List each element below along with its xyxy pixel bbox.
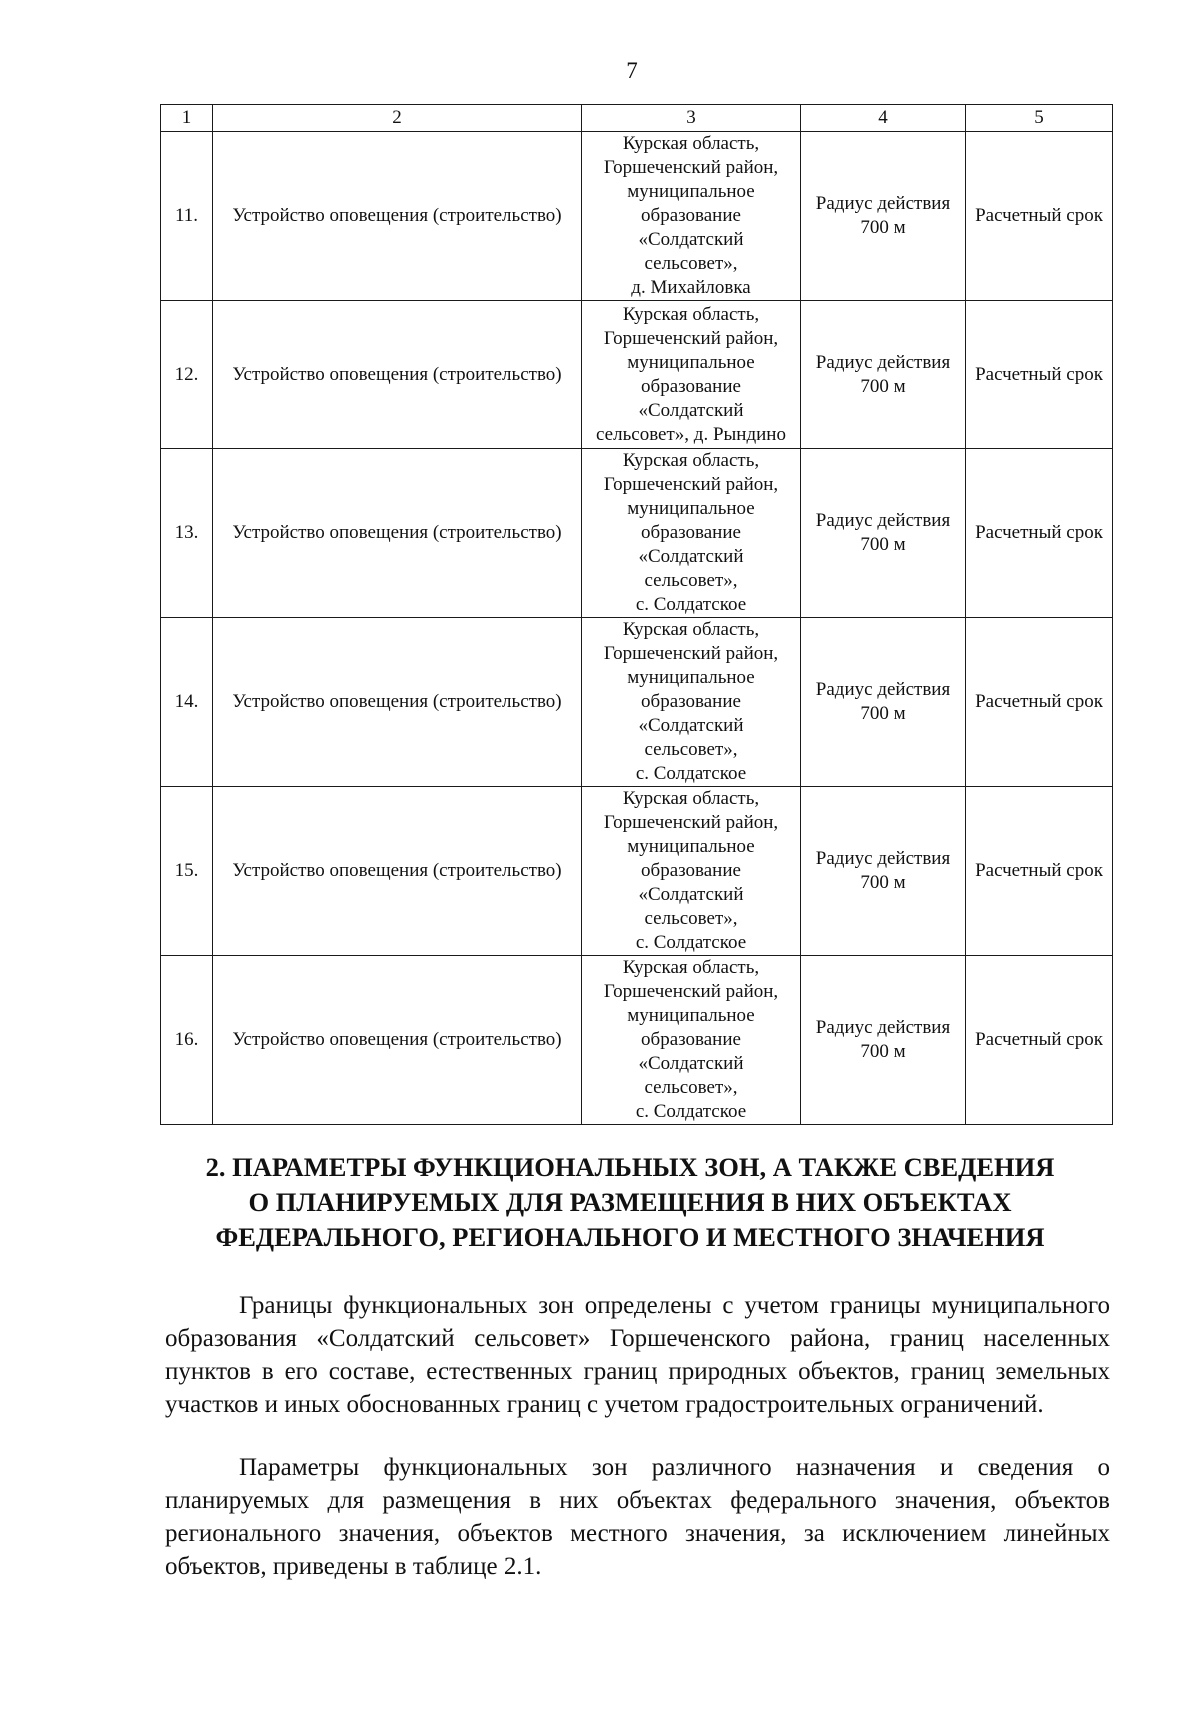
object-name: Устройство оповещения (строительство) bbox=[213, 132, 582, 301]
section-heading bbox=[140, 1150, 1120, 1255]
object-location: Курская область, Горшеченский район, муниципальное образование «Солдатский сельсовет», с. Солдатское bbox=[582, 618, 801, 787]
paragraph-text: Параметры функциональных зон различного назначения и сведения о планируемых для размещения в них объектах федерального значения, объектов регионального значения, объектов местного значения, за исключением линейных объектов, приведены в таблице 2.1. bbox=[165, 1454, 1110, 1580]
implementation-term: Расчетный срок bbox=[966, 787, 1113, 956]
column-header: 5 bbox=[966, 105, 1113, 132]
object-location: Курская область, Горшеченский район, муниципальное образование «Солдатский сельсовет», д. Рындино bbox=[582, 301, 801, 449]
page-number: 7 bbox=[626, 58, 638, 83]
object-name: Устройство оповещения (строительство) bbox=[213, 787, 582, 956]
object-name: Устройство оповещения (строительство) bbox=[213, 449, 582, 618]
column-header: 3 bbox=[582, 105, 801, 132]
table-header-row bbox=[161, 105, 1113, 132]
column-header: 1 bbox=[161, 105, 213, 132]
implementation-term: Расчетный срок bbox=[966, 618, 1113, 787]
table-row bbox=[161, 787, 1113, 956]
section-heading-line: 2. ПАРАМЕТРЫ ФУНКЦИОНАЛЬНЫХ ЗОН, А ТАКЖЕ СВЕДЕНИЯ bbox=[205, 1152, 1055, 1182]
object-name: Устройство оповещения (строительство) bbox=[213, 956, 582, 1125]
object-parameters: Радиус действия 700 м bbox=[801, 449, 966, 618]
table-row bbox=[161, 132, 1113, 301]
implementation-term: Расчетный срок bbox=[966, 449, 1113, 618]
table-row bbox=[161, 301, 1113, 449]
object-location: Курская область, Горшеченский район, муниципальное образование «Солдатский сельсовет», с. Солдатское bbox=[582, 787, 801, 956]
object-parameters: Радиус действия 700 м bbox=[801, 301, 966, 449]
row-number: 13. bbox=[161, 449, 213, 618]
section-heading-line: О ПЛАНИРУЕМЫХ ДЛЯ РАЗМЕЩЕНИЯ В НИХ ОБЪЕКТАХ bbox=[248, 1187, 1012, 1217]
object-location: Курская область, Горшеченский район, муниципальное образование «Солдатский сельсовет», д. Михайловка bbox=[582, 132, 801, 301]
column-header: 4 bbox=[801, 105, 966, 132]
object-parameters: Радиус действия 700 м bbox=[801, 956, 966, 1125]
table-row bbox=[161, 956, 1113, 1125]
implementation-term: Расчетный срок bbox=[966, 301, 1113, 449]
object-parameters: Радиус действия 700 м bbox=[801, 132, 966, 301]
row-number: 15. bbox=[161, 787, 213, 956]
row-number: 14. bbox=[161, 618, 213, 787]
paragraph bbox=[165, 1289, 1110, 1421]
object-name: Устройство оповещения (строительство) bbox=[213, 618, 582, 787]
table-row bbox=[161, 618, 1113, 787]
implementation-term: Расчетный срок bbox=[966, 132, 1113, 301]
paragraph-text: Границы функциональных зон определены с учетом границы муниципального образования «Солдатский сельсовет» Горшеченского района, границ населенных пунктов в его составе, естественных границ природных объектов, границ земельных участков и иных обоснованных границ с учетом градостроительных ограничений. bbox=[165, 1292, 1110, 1418]
table-row bbox=[161, 449, 1113, 618]
object-parameters: Радиус действия 700 м bbox=[801, 618, 966, 787]
object-location: Курская область, Горшеченский район, муниципальное образование «Солдатский сельсовет», с. Солдатское bbox=[582, 956, 801, 1125]
column-header: 2 bbox=[213, 105, 582, 132]
object-location: Курская область, Горшеченский район, муниципальное образование «Солдатский сельсовет», с. Солдатское bbox=[582, 449, 801, 618]
row-number: 16. bbox=[161, 956, 213, 1125]
section-heading-line: ФЕДЕРАЛЬНОГО, РЕГИОНАЛЬНОГО И МЕСТНОГО ЗНАЧЕНИЯ bbox=[215, 1222, 1045, 1252]
row-number: 11. bbox=[161, 132, 213, 301]
object-name: Устройство оповещения (строительство) bbox=[213, 301, 582, 449]
implementation-term: Расчетный срок bbox=[966, 956, 1113, 1125]
object-parameters: Радиус действия 700 м bbox=[801, 787, 966, 956]
paragraph bbox=[165, 1451, 1110, 1583]
objects-table bbox=[160, 104, 1113, 1125]
row-number: 12. bbox=[161, 301, 213, 449]
